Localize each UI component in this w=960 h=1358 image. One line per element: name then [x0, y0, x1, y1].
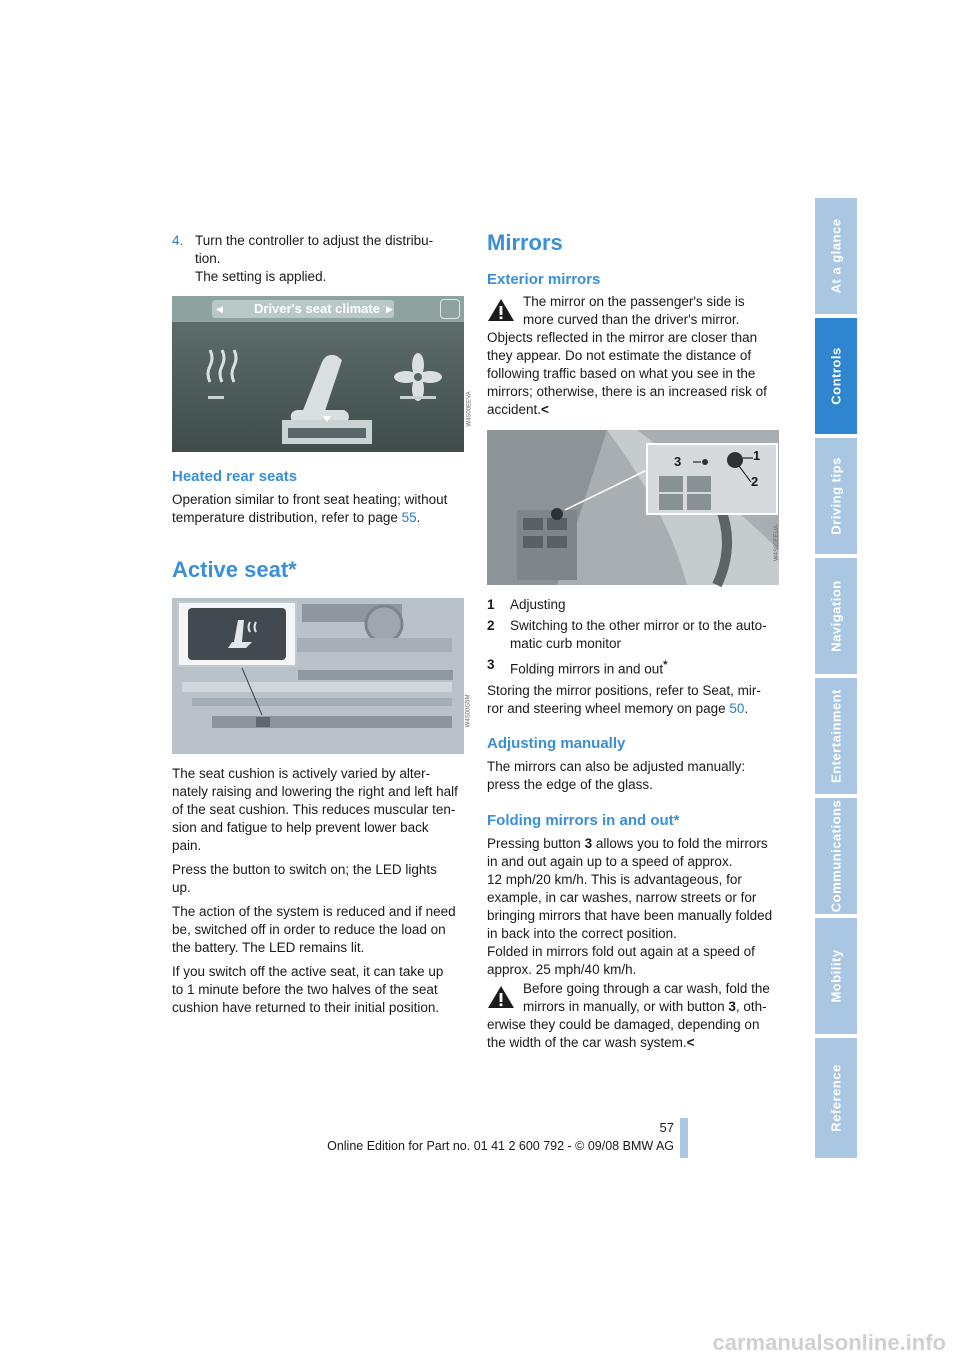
watermark: carmanualsonline.info: [712, 1330, 946, 1355]
exterior-mirror-warning: The mirror on the passenger's side is more curved than the driver's mirror. Objects reflected in the mirror are closer than they appear. Do not estimate the distance of following traffic based on what you see in the mirrors; otherwise, there is an increased risk of accident.<: [487, 294, 767, 417]
page-link-50[interactable]: 50: [729, 700, 745, 716]
climate-graphics: [172, 322, 464, 452]
step-text-line2: tion.: [195, 251, 221, 266]
end-mark: <: [686, 1035, 695, 1050]
step-text-line1: Turn the controller to adjust the distribu-: [195, 233, 434, 248]
tab-mobility[interactable]: Mobility: [815, 918, 857, 1034]
mirrors-heading: Mirrors: [487, 230, 563, 255]
active-seat-body: [172, 765, 467, 1017]
step-result: The setting is applied.: [195, 269, 327, 284]
display-title: Driver's seat climate: [254, 301, 380, 316]
folding-mirrors-heading: Folding mirrors in and out*: [487, 812, 680, 829]
legend-item-1: 1 Adjusting: [487, 597, 566, 612]
page-number: 57: [659, 1120, 674, 1135]
legend-item-2: 2 Switching to the other mirror or to the auto- matic curb monitor: [487, 618, 767, 651]
legend-item-3: 3 Folding mirrors in and out*: [487, 657, 668, 677]
mirror-legend: 1 Adjusting 2 Switching to the other mirror or to the auto- matic curb monitor 3 Folding mirrors in and out* Storing the mirror positions, refer to Seat, mir- ror and steering wheel memory on page 50.: [487, 596, 787, 718]
edition-line: Online Edition for Part no. 01 41 2 600 792 - © 09/08 BMW AG: [327, 1139, 674, 1153]
active-seat-console-image: W4S00G5M: [172, 598, 464, 754]
seat-icon: [291, 355, 349, 422]
callout-3: 3: [674, 454, 682, 469]
tab-communications[interactable]: Communications: [815, 798, 857, 914]
tab-entertainment[interactable]: Entertainment: [815, 678, 857, 794]
step-number: 4.: [172, 233, 184, 248]
mirror-controls-image: 1 2 3 W4S00EEUA: [487, 430, 779, 585]
page-link-55[interactable]: 55: [401, 510, 417, 525]
display-header: [172, 296, 464, 322]
callout-2: 2: [751, 474, 759, 489]
tab-driving-tips[interactable]: Driving tips: [815, 438, 857, 554]
heated-rear-seats-text: Operation similar to front seat heating; without temperature distribution, refer to page 55.: [172, 491, 467, 527]
seat-climate-display: ◀ Driver's seat climate ▶ W4S00EEVA: [172, 296, 464, 452]
heat-waves-icon: [208, 350, 236, 382]
active-seat-para4: If you switch off the active seat, it can take up to 1 minute before the two halves of the seat cushion have returned to their initial position.: [172, 964, 444, 1015]
footer-bar: [680, 1118, 688, 1158]
adjusting-manually-text: The mirrors can also be adjusted manually: press the edge of the glass.: [487, 759, 746, 792]
heated-rear-line2: temperature distribution, refer to page: [172, 510, 402, 525]
end-mark: <: [541, 402, 549, 417]
adjusting-manually-heading: Adjusting manually: [487, 735, 626, 752]
heated-rear-seats-heading: Heated rear seats: [172, 468, 298, 485]
dial-icon: [440, 299, 460, 319]
tab-reference[interactable]: Reference: [815, 1038, 857, 1158]
left-arrow-icon: ◀: [216, 304, 223, 314]
exterior-mirrors-heading: Exterior mirrors: [487, 271, 601, 288]
active-seat-heading: Active seat*: [172, 557, 297, 582]
active-seat-para3: The action of the system is reduced and if need be, switched off in order to reduce the load on the battery. The LED remains lit.: [172, 904, 456, 955]
distribution-scale: [282, 416, 372, 444]
active-seat-para1: The seat cushion is actively varied by alter- nately raising and lowering the right and left half of the seat cushion. This reduces muscular ten- sion and fatigue to help prevent lower back pain.: [172, 766, 458, 853]
step-4: [172, 232, 462, 286]
heated-rear-line1: Operation similar to front seat heating; without: [172, 492, 448, 507]
tab-controls[interactable]: Controls: [815, 318, 857, 434]
car-wash-warning: Before going through a car wash, fold the mirrors in manually, or with button 3, oth- erwise they could be damaged, depending on the width of the car wash system.<: [487, 981, 770, 1050]
storing-line1: Storing the mirror positions, refer to Seat, mir-: [487, 682, 761, 698]
active-seat-para2: Press the button to switch on; the LED lights up.: [172, 862, 437, 895]
tab-at-a-glance[interactable]: At a glance: [815, 198, 857, 314]
tab-navigation[interactable]: Navigation: [815, 558, 857, 674]
fan-icon: [394, 353, 442, 401]
callout-1: 1: [753, 448, 761, 463]
right-arrow-icon: ▶: [386, 304, 393, 314]
folding-mirrors-text: Pressing button 3 allows you to fold the mirrors in and out again up to a speed of approx. 12 mph/20 km/h. This is advantageous, for example, in car washes, narrow streets or for bringing mirrors that have been manually folded in back into the correct position. Folded in mirrors fold out again at a speed of approx. 25 mph/40 km/h.: [487, 836, 773, 977]
